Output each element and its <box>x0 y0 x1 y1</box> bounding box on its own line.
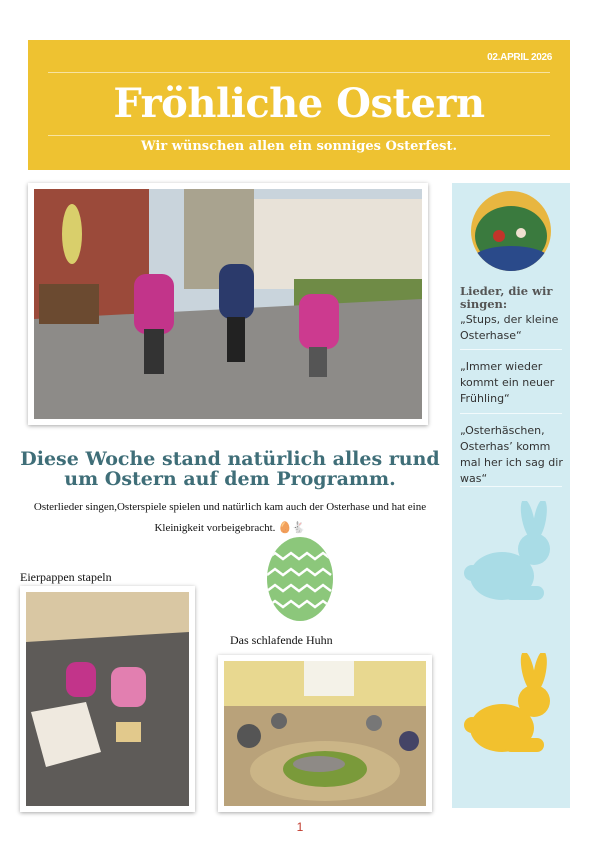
song-item: „Osterhäschen, Osterhas’ komm mal her ich sag dir was“ <box>460 424 563 485</box>
divider <box>48 135 550 136</box>
article-text: Osterlieder singen,Osterspiele spielen und natürlich kam auch der Osterhase und hat eine Kleinigkeit vorbeigebracht. <box>33 501 427 534</box>
divider <box>48 72 550 73</box>
sidebar <box>452 183 570 808</box>
songs-heading: Lieder, die wir singen: <box>460 284 553 311</box>
easter-decoration-photo <box>471 191 551 271</box>
photo-sleeping-chicken-game <box>218 655 432 812</box>
page-title: Fröhliche Ostern <box>113 80 485 127</box>
egg-bunny-emoji: 🥚🐇 <box>278 522 306 534</box>
photo-egg-cartons <box>20 586 195 812</box>
song-item: „Immer wieder kommt ein neuer Frühling“ <box>460 360 555 405</box>
date: 02.APRIL 2026 <box>487 52 552 63</box>
divider <box>460 413 562 414</box>
subtitle: Wir wünschen allen ein sonniges Osterfest. <box>141 139 457 154</box>
bunny-blue-icon <box>464 501 559 603</box>
photo-caption: Das schlafende Huhn <box>230 633 333 647</box>
easter-egg-icon <box>267 533 333 621</box>
divider <box>460 349 562 350</box>
bunny-yellow-icon <box>464 653 559 755</box>
divider <box>460 486 562 487</box>
header-banner <box>28 40 570 170</box>
photo-caption: Eierpappen stapeln <box>20 570 112 584</box>
song-item: „Stups, der kleine Osterhase“ <box>460 313 559 342</box>
page-number: 1 <box>296 820 304 834</box>
article-headline: Diese Woche stand natürlich alles rund um Ostern auf dem Programm. <box>20 448 440 490</box>
photo-children-running <box>28 183 428 425</box>
article-body <box>20 497 440 539</box>
